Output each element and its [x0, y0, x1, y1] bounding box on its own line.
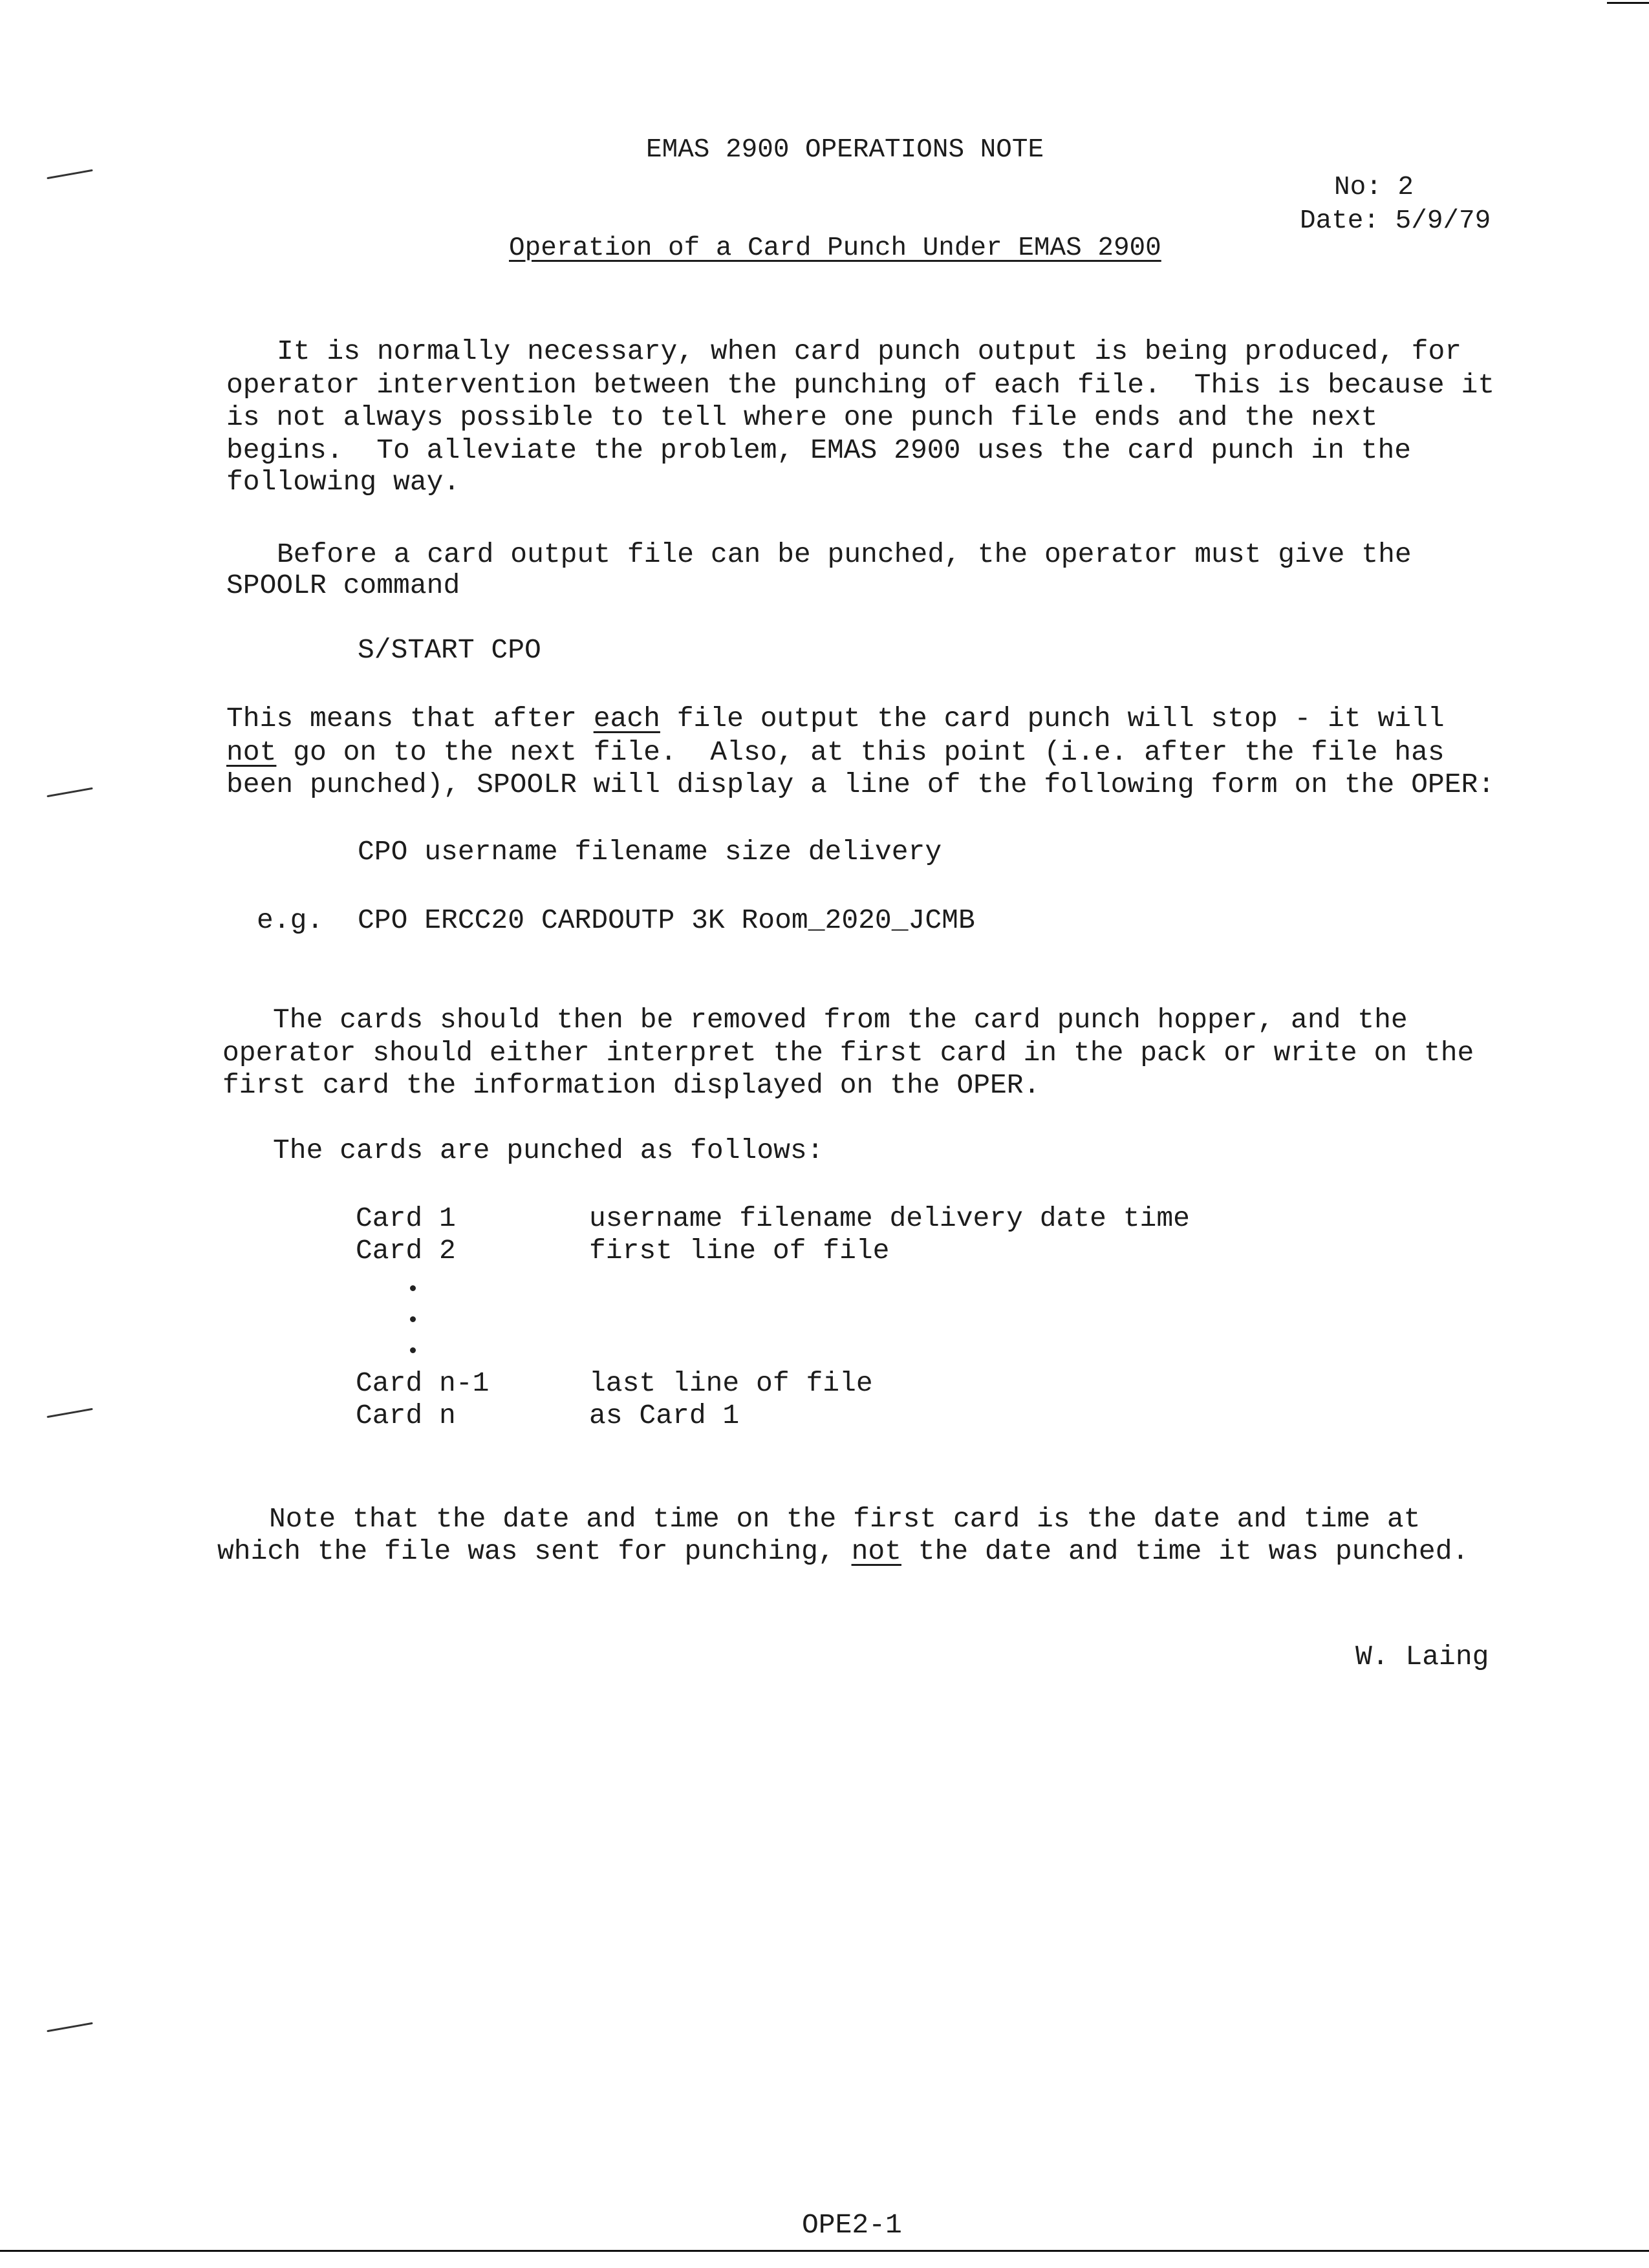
card-content: as Card 1 [589, 1400, 740, 1431]
margin-mark [47, 2022, 92, 2032]
document-heading: EMAS 2900 OPERATIONS NOTE [646, 135, 1044, 165]
margin-mark [47, 169, 92, 179]
paragraph-line: Note that the date and time on the first card is the date and time at [269, 1503, 1421, 1535]
card-label: Card 2 [356, 1235, 456, 1267]
ellipsis-dot [410, 1347, 416, 1353]
text-run: go on to the next file. Also, at this point (i.e. after the file has [276, 736, 1445, 768]
paragraph-line: The cards should then be removed from the card punch hopper, and the [273, 1004, 1408, 1036]
card-content: last line of file [589, 1367, 873, 1399]
paragraph-line [217, 1537, 1469, 1565]
emphasis-not: not [851, 1535, 901, 1567]
ellipsis-dot [410, 1285, 416, 1291]
top-edge-rule [1607, 2, 1649, 4]
text-run: the date and time it was punched. [901, 1535, 1469, 1567]
paragraph-line [226, 705, 1445, 733]
emphasis-each: each [593, 703, 660, 734]
bottom-edge-rule [0, 2250, 1649, 2252]
text-run: This means that after [226, 703, 594, 734]
paragraph-line: Before a card output file can be punched, the operator must give the [277, 539, 1412, 570]
margin-mark [47, 787, 92, 797]
paragraph-line: first card the information displayed on the OPER. [222, 1069, 1040, 1101]
paragraph-line: SPOOLR command [226, 570, 460, 601]
paragraph-line: begins. To alleviate the problem, EMAS 2900 uses the card punch in the [226, 434, 1412, 466]
paragraph-5: The cards are punched as follows: [273, 1135, 824, 1166]
document-title: Operation of a Card Punch Under EMAS 2900 [509, 233, 1161, 263]
spoolr-command: S/START CPO [358, 634, 541, 666]
paragraph-line: It is normally necessary, when card punch output is being produced, for [277, 336, 1462, 367]
example-line: CPO ERCC20 CARDOUTP 3K Room_2020_JCMB [358, 904, 975, 936]
note-date: Date: 5/9/79 [1300, 206, 1491, 236]
ellipsis-dot [410, 1316, 416, 1322]
paragraph-line: operator intervention between the punching of each file. This is because it [226, 369, 1495, 401]
paragraph-line: is not always possible to tell where one punch file ends and the next [226, 401, 1378, 433]
page-number: OPE2-1 [802, 2209, 902, 2241]
author-signature: W. Laing [1355, 1641, 1489, 1673]
paragraph-line: operator should either interpret the first card in the pack or write on the [222, 1037, 1474, 1069]
card-label: Card n-1 [356, 1367, 490, 1399]
example-label: e.g. [257, 904, 324, 936]
text-run: file output the card punch will stop - it will [660, 703, 1445, 734]
paragraph-line [226, 738, 1445, 766]
card-content: username filename delivery date time [589, 1203, 1190, 1234]
card-content: first line of file [589, 1235, 890, 1267]
paragraph-line: following way. [226, 466, 460, 498]
margin-mark [47, 1408, 92, 1418]
emphasis-not: not [226, 736, 277, 768]
paragraph-line: been punched), SPOOLR will display a line of the following form on the OPER: [226, 769, 1495, 800]
note-number: No: 2 [1334, 173, 1414, 202]
format-line: CPO username filename size delivery [358, 836, 942, 868]
card-label: Card n [356, 1400, 456, 1431]
card-label: Card 1 [356, 1203, 456, 1234]
text-run: which the file was sent for punching, [217, 1535, 852, 1567]
